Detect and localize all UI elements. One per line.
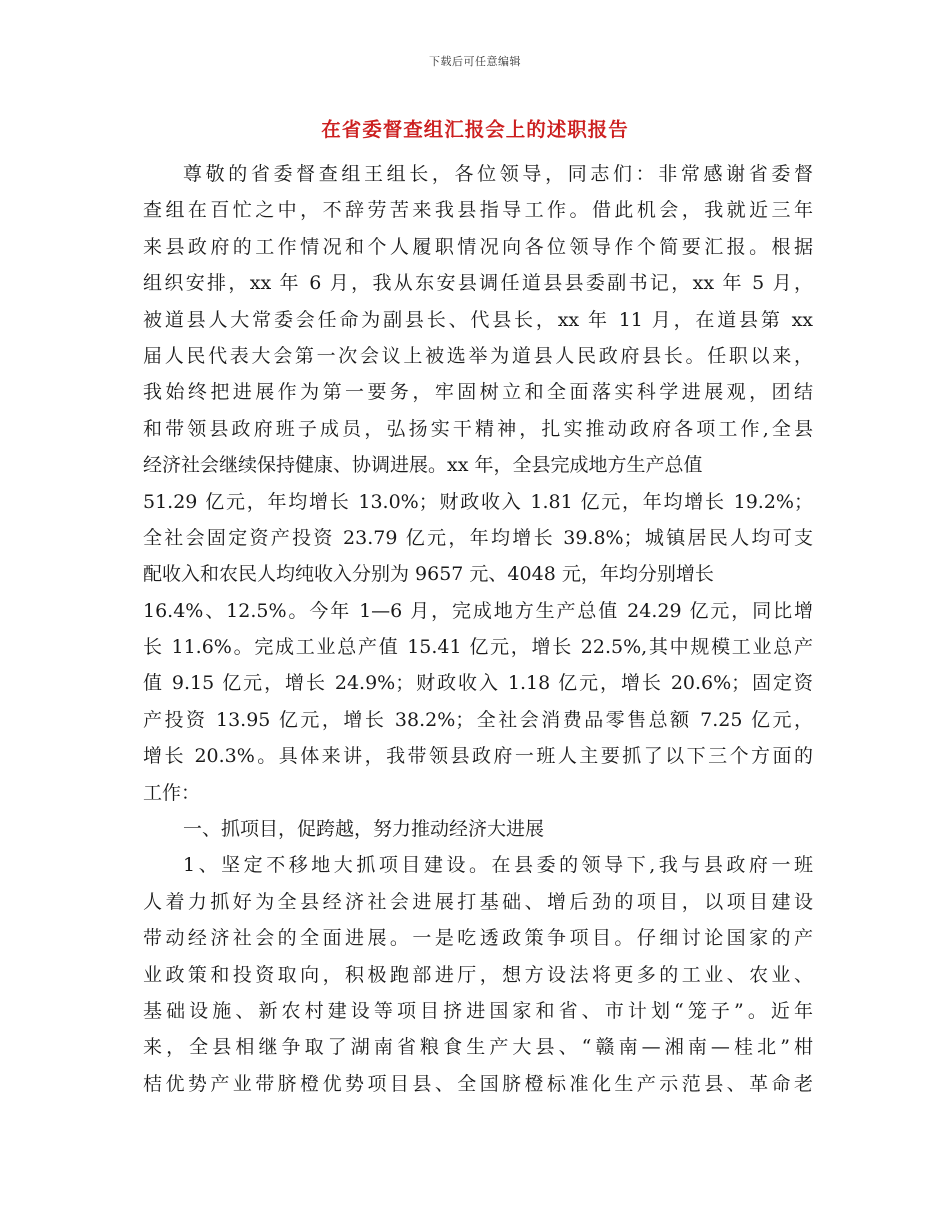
text-line: 值 9.15 亿元，增长 24.9%；财政收入 1.18 亿元，增长 20.6%；固定资 bbox=[143, 672, 813, 695]
text-line: 51.29 亿元，年均增长 13.0%；财政收入 1.81 亿元，年均增长 19.2%； bbox=[143, 490, 813, 513]
text-line: 带动经济社会的全面进展。一是吃透政策争项目。仔细讨论国家的产 bbox=[143, 927, 813, 950]
text-line: 基础设施、新农村建设等项目挤进国家和省、市计划“笼子”。近年 bbox=[143, 999, 813, 1022]
text-line: 1、坚定不移地大抓项目建设。在县委的领导下,我与县政府一班 bbox=[183, 854, 813, 877]
text-line: 组织安排，xx 年 6 月，我从东安县调任道县县委副书记，xx 年 5 月， bbox=[143, 272, 813, 295]
text-line: 增长 20.3%。具体来讲，我带领县政府一班人主要抓了以下三个方面的 bbox=[143, 745, 813, 768]
text-line: 尊敬的省委督查组王组长，各位领导，同志们：非常感谢省委督 bbox=[183, 163, 813, 185]
text-line: 全社会固定资产投资 23.79 亿元，年均增长 39.8%；城镇居民人均可支 bbox=[143, 526, 813, 549]
text-line: 配收入和农民人均纯收入分别为 9657 元、4048 元，年均分别增长 bbox=[143, 563, 714, 586]
text-line: 桔优势产业带脐橙优势项目县、全国脐橙标准化生产示范县、革命老 bbox=[143, 1072, 813, 1095]
text-line: 16.4%、12.5%。今年 1—6 月，完成地方生产总值 24.29 亿元，同比增 bbox=[143, 599, 813, 622]
text-line: 业政策和投资取向，积极跑部进厅，想方设法将更多的工业、农业、 bbox=[143, 963, 813, 986]
text-line: 来，全县相继争取了湖南省粮食生产大县、“赣南—湘南—桂北”柑 bbox=[143, 1036, 813, 1059]
text-line: 产投资 13.95 亿元，增长 38.2%；全社会消费品零售总额 7.25 亿元， bbox=[143, 708, 813, 731]
text-line: 一、抓项目，促跨越，努力推动经济大进展 bbox=[183, 818, 545, 841]
text-line: 来县政府的工作情况和个人履职情况向各位领导作个简要汇报。根据 bbox=[143, 235, 813, 258]
text-line: 查组在百忙之中，不辞劳苦来我县指导工作。借此机会，我就近三年 bbox=[143, 199, 813, 222]
document-body bbox=[143, 156, 813, 1102]
document-title: 在省委督查组汇报会上的述职报告 bbox=[321, 118, 629, 141]
text-line: 工作： bbox=[143, 781, 201, 804]
text-line: 长 11.6%。完成工业总产值 15.41 亿元，增长 22.5%,其中规模工业总产 bbox=[143, 636, 813, 659]
header-note: 下载后可任意编辑 bbox=[429, 55, 521, 68]
text-line: 人着力抓好为全县经济社会进展打基础、增后劲的项目，以项目建设 bbox=[143, 890, 813, 913]
text-line: 经济社会继续保持健康、协调进展。xx 年，全县完成地方生产总值 bbox=[143, 454, 703, 477]
text-line: 被道县人大常委会任命为副县长、代县长，xx 年 11 月，在道县第 xx bbox=[143, 308, 813, 331]
text-line: 和带领县政府班子成员，弘扬实干精神，扎实推动政府各项工作,全县 bbox=[143, 417, 813, 440]
text-line: 我始终把进展作为第一要务，牢固树立和全面落实科学进展观，团结 bbox=[143, 381, 813, 404]
text-line: 届人民代表大会第一次会议上被选举为道县人民政府县长。任职以来， bbox=[143, 344, 813, 367]
